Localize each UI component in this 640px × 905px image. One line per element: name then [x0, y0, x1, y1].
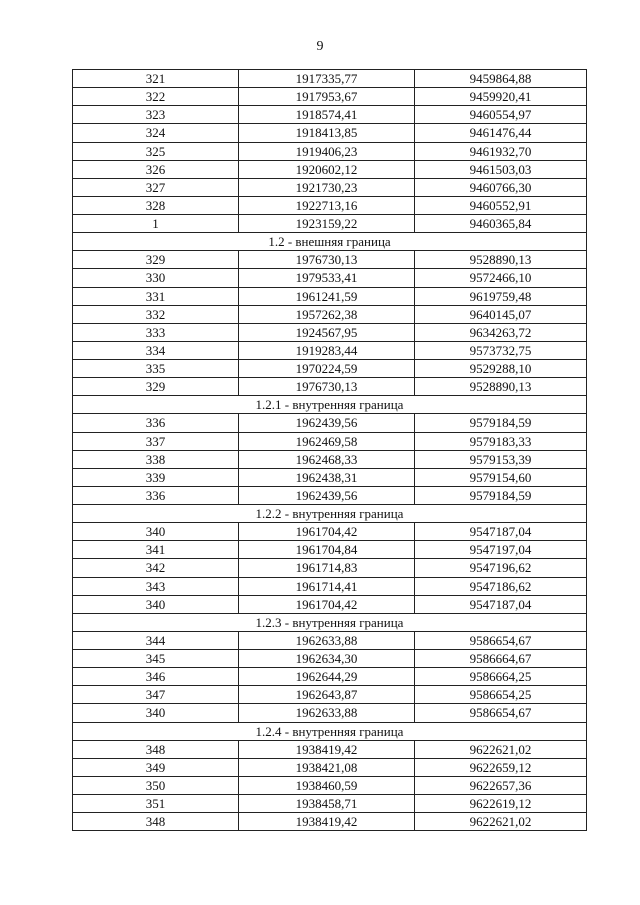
y-coordinate-cell: 9619759,48: [415, 287, 587, 305]
table-row: [73, 70, 587, 88]
point-number-cell: 348: [73, 740, 239, 758]
point-number-cell: 335: [73, 360, 239, 378]
y-coordinate-cell: 9579153,39: [415, 450, 587, 468]
y-coordinate-cell: 9460552,91: [415, 196, 587, 214]
table-row: [73, 686, 587, 704]
point-number-cell: 324: [73, 124, 239, 142]
point-number-cell: 337: [73, 432, 239, 450]
y-coordinate-cell: 9622657,36: [415, 776, 587, 794]
x-coordinate-cell: 1938419,42: [239, 813, 415, 831]
y-coordinate-cell: 9460766,30: [415, 178, 587, 196]
y-coordinate-cell: 9586654,67: [415, 631, 587, 649]
point-number-cell: 346: [73, 668, 239, 686]
y-coordinate-cell: 9461932,70: [415, 142, 587, 160]
x-coordinate-cell: 1970224,59: [239, 360, 415, 378]
point-number-cell: 332: [73, 305, 239, 323]
section-header-row: [73, 505, 587, 523]
table-row: [73, 468, 587, 486]
section-header-row: [73, 233, 587, 251]
table-row: [73, 704, 587, 722]
table-row: [73, 795, 587, 813]
section-title: 1.2.4 - внутренняя граница: [73, 722, 587, 740]
y-coordinate-cell: 9586664,67: [415, 650, 587, 668]
table-row: [73, 196, 587, 214]
y-coordinate-cell: 9622621,02: [415, 740, 587, 758]
y-coordinate-cell: 9529288,10: [415, 360, 587, 378]
y-coordinate-cell: 9547197,04: [415, 541, 587, 559]
y-coordinate-cell: 9622659,12: [415, 758, 587, 776]
point-number-cell: 336: [73, 486, 239, 504]
x-coordinate-cell: 1917335,77: [239, 70, 415, 88]
point-number-cell: 339: [73, 468, 239, 486]
x-coordinate-cell: 1962468,33: [239, 450, 415, 468]
point-number-cell: 342: [73, 559, 239, 577]
point-number-cell: 340: [73, 523, 239, 541]
x-coordinate-cell: 1957262,38: [239, 305, 415, 323]
point-number-cell: 323: [73, 106, 239, 124]
table-row: [73, 341, 587, 359]
point-number-cell: 329: [73, 378, 239, 396]
section-title: 1.2.1 - внутренняя граница: [73, 396, 587, 414]
section-title: 1.2.3 - внутренняя граница: [73, 613, 587, 631]
x-coordinate-cell: 1961704,84: [239, 541, 415, 559]
x-coordinate-cell: 1976730,13: [239, 378, 415, 396]
y-coordinate-cell: 9622619,12: [415, 795, 587, 813]
table-row: [73, 360, 587, 378]
table-row: [73, 631, 587, 649]
x-coordinate-cell: 1922713,16: [239, 196, 415, 214]
table-row: [73, 88, 587, 106]
table-row: [73, 559, 587, 577]
point-number-cell: 349: [73, 758, 239, 776]
table-row: [73, 124, 587, 142]
y-coordinate-cell: 9460554,97: [415, 106, 587, 124]
point-number-cell: 340: [73, 704, 239, 722]
table-row: [73, 595, 587, 613]
x-coordinate-cell: 1962634,30: [239, 650, 415, 668]
table-row: [73, 178, 587, 196]
point-number-cell: 348: [73, 813, 239, 831]
point-number-cell: 322: [73, 88, 239, 106]
table-row: [73, 650, 587, 668]
point-number-cell: 329: [73, 251, 239, 269]
x-coordinate-cell: 1919406,23: [239, 142, 415, 160]
section-title: 1.2.2 - внутренняя граница: [73, 505, 587, 523]
y-coordinate-cell: 9586664,25: [415, 668, 587, 686]
x-coordinate-cell: 1962633,88: [239, 704, 415, 722]
table-row: [73, 776, 587, 794]
coordinates-table-body: [73, 70, 587, 831]
y-coordinate-cell: 9622621,02: [415, 813, 587, 831]
y-coordinate-cell: 9461476,44: [415, 124, 587, 142]
y-coordinate-cell: 9634263,72: [415, 323, 587, 341]
point-number-cell: 330: [73, 269, 239, 287]
y-coordinate-cell: 9586654,67: [415, 704, 587, 722]
table-row: [73, 269, 587, 287]
y-coordinate-cell: 9579184,59: [415, 486, 587, 504]
y-coordinate-cell: 9572466,10: [415, 269, 587, 287]
point-number-cell: 331: [73, 287, 239, 305]
point-number-cell: 327: [73, 178, 239, 196]
x-coordinate-cell: 1921730,23: [239, 178, 415, 196]
y-coordinate-cell: 9579154,60: [415, 468, 587, 486]
point-number-cell: 325: [73, 142, 239, 160]
table-row: [73, 740, 587, 758]
y-coordinate-cell: 9460365,84: [415, 215, 587, 233]
table-row: [73, 323, 587, 341]
x-coordinate-cell: 1962439,56: [239, 486, 415, 504]
table-row: [73, 305, 587, 323]
point-number-cell: 338: [73, 450, 239, 468]
x-coordinate-cell: 1961704,42: [239, 523, 415, 541]
y-coordinate-cell: 9547187,04: [415, 523, 587, 541]
x-coordinate-cell: 1976730,13: [239, 251, 415, 269]
table-row: [73, 523, 587, 541]
table-row: [73, 486, 587, 504]
point-number-cell: 333: [73, 323, 239, 341]
point-number-cell: 328: [73, 196, 239, 214]
y-coordinate-cell: 9586654,25: [415, 686, 587, 704]
table-row: [73, 432, 587, 450]
table-row: [73, 251, 587, 269]
x-coordinate-cell: 1962633,88: [239, 631, 415, 649]
point-number-cell: 345: [73, 650, 239, 668]
y-coordinate-cell: 9640145,07: [415, 305, 587, 323]
x-coordinate-cell: 1962438,31: [239, 468, 415, 486]
table-row: [73, 160, 587, 178]
x-coordinate-cell: 1961241,59: [239, 287, 415, 305]
x-coordinate-cell: 1918574,41: [239, 106, 415, 124]
table-row: [73, 668, 587, 686]
x-coordinate-cell: 1938419,42: [239, 740, 415, 758]
x-coordinate-cell: 1962644,29: [239, 668, 415, 686]
x-coordinate-cell: 1962439,56: [239, 414, 415, 432]
point-number-cell: 343: [73, 577, 239, 595]
section-header-row: [73, 722, 587, 740]
x-coordinate-cell: 1938421,08: [239, 758, 415, 776]
x-coordinate-cell: 1962469,58: [239, 432, 415, 450]
table-row: [73, 450, 587, 468]
y-coordinate-cell: 9461503,03: [415, 160, 587, 178]
table-row: [73, 414, 587, 432]
coordinates-table: [72, 69, 587, 831]
x-coordinate-cell: 1938460,59: [239, 776, 415, 794]
y-coordinate-cell: 9528890,13: [415, 378, 587, 396]
point-number-cell: 350: [73, 776, 239, 794]
x-coordinate-cell: 1918413,85: [239, 124, 415, 142]
x-coordinate-cell: 1938458,71: [239, 795, 415, 813]
table-row: [73, 541, 587, 559]
table-row: [73, 287, 587, 305]
section-title: 1.2 - внешняя граница: [73, 233, 587, 251]
table-row: [73, 758, 587, 776]
x-coordinate-cell: 1979533,41: [239, 269, 415, 287]
y-coordinate-cell: 9573732,75: [415, 341, 587, 359]
y-coordinate-cell: 9579183,33: [415, 432, 587, 450]
point-number-cell: 347: [73, 686, 239, 704]
point-number-cell: 334: [73, 341, 239, 359]
section-header-row: [73, 613, 587, 631]
point-number-cell: 336: [73, 414, 239, 432]
x-coordinate-cell: 1919283,44: [239, 341, 415, 359]
y-coordinate-cell: 9528890,13: [415, 251, 587, 269]
y-coordinate-cell: 9547187,04: [415, 595, 587, 613]
section-header-row: [73, 396, 587, 414]
y-coordinate-cell: 9459864,88: [415, 70, 587, 88]
y-coordinate-cell: 9579184,59: [415, 414, 587, 432]
table-row: [73, 215, 587, 233]
y-coordinate-cell: 9459920,41: [415, 88, 587, 106]
table-row: [73, 142, 587, 160]
point-number-cell: 321: [73, 70, 239, 88]
y-coordinate-cell: 9547196,62: [415, 559, 587, 577]
x-coordinate-cell: 1924567,95: [239, 323, 415, 341]
y-coordinate-cell: 9547186,62: [415, 577, 587, 595]
table-row: [73, 813, 587, 831]
page-number: 9: [316, 39, 324, 54]
table-row: [73, 577, 587, 595]
point-number-cell: 341: [73, 541, 239, 559]
point-number-cell: 344: [73, 631, 239, 649]
point-number-cell: 351: [73, 795, 239, 813]
x-coordinate-cell: 1920602,12: [239, 160, 415, 178]
point-number-cell: 1: [73, 215, 239, 233]
x-coordinate-cell: 1961714,83: [239, 559, 415, 577]
point-number-cell: 326: [73, 160, 239, 178]
x-coordinate-cell: 1923159,22: [239, 215, 415, 233]
x-coordinate-cell: 1917953,67: [239, 88, 415, 106]
table-row: [73, 106, 587, 124]
x-coordinate-cell: 1962643,87: [239, 686, 415, 704]
x-coordinate-cell: 1961714,41: [239, 577, 415, 595]
table-row: [73, 378, 587, 396]
x-coordinate-cell: 1961704,42: [239, 595, 415, 613]
point-number-cell: 340: [73, 595, 239, 613]
